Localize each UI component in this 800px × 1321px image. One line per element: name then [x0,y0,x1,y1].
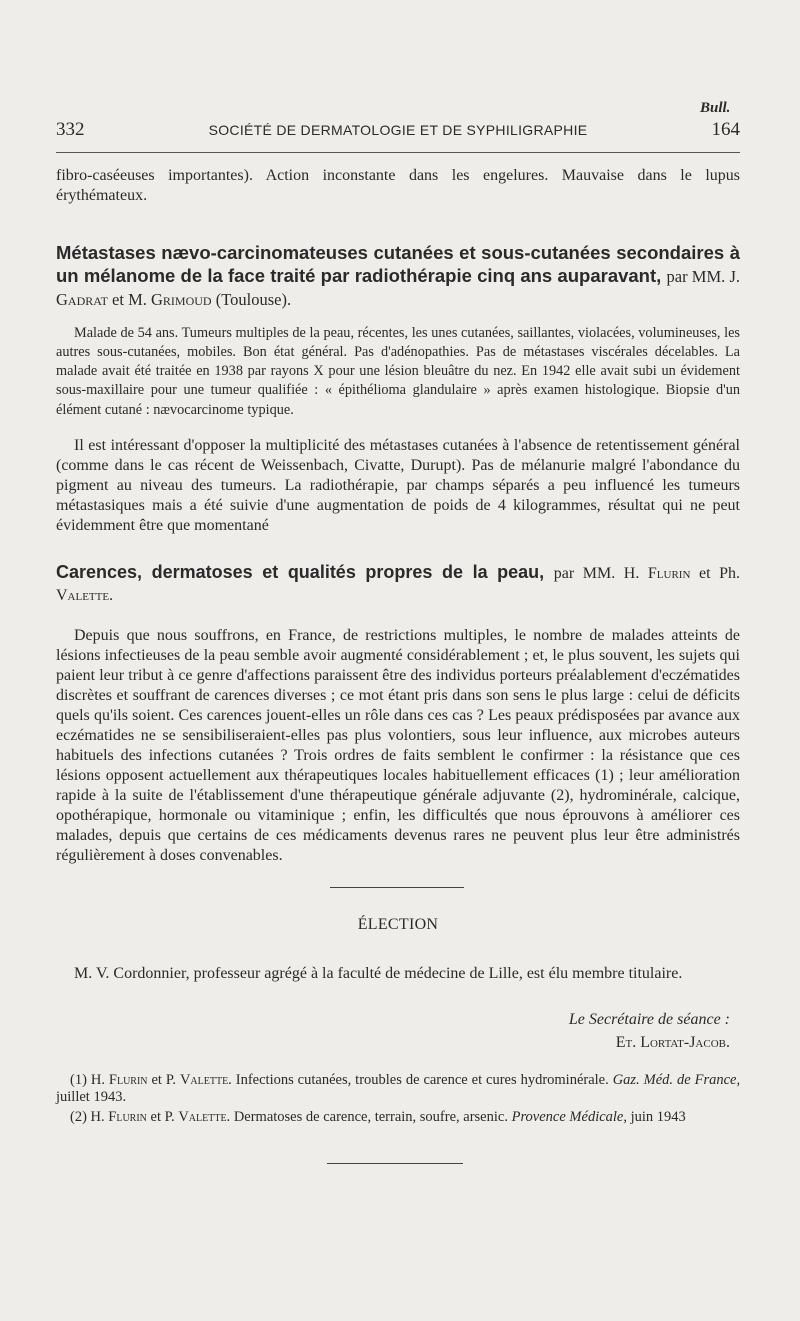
article1-author2: Grimoud [151,290,212,309]
footnotes [56,1072,740,1129]
footnote-1-author1: Flurin [108,1072,148,1088]
footnote-2 [56,1109,740,1126]
article1-paragraph-2: Il est intéressant d'opposer la multiplicité des métastases cutanées à l'absence de retentissement général (comme dans le cas récent de Weissenbach, Civatte, Durupt). Pas de mélanurie malgré l'abondance du pigment au niveau des tumeurs. La radiothérapie, par champs séparés a peu influencé les tumeurs métastasiques mais a été suivie d'une augmentation de poids de 4 kilogrammes, résultat qui ne peut évidemment être que momentané [56,436,740,534]
footnote-2-mark: (2) H. [70,1109,105,1125]
signature-name: Et. Lortat-Jacob. [615,1034,730,1051]
journal-abbreviation: Bull. [700,100,731,116]
page-number-right: 164 [711,119,740,140]
article1-location: (Toulouse). [215,290,292,309]
running-header [56,119,740,141]
election-heading: ÉLECTION [357,916,439,933]
article2-author1: Flurin [647,564,691,582]
article1-title: Métastases nævo-carcinomateuses cutanées et sous-cutanées secondaires à un mélanome de la face traité par radiothérapie cinq ans auparavant, [56,242,740,286]
signature-role: Le Secrétaire de séance : [568,1011,730,1028]
footnote-2-author2: Valette. [178,1109,231,1125]
article1-paragraph-1: Malade de 54 ans. Tumeurs multiples de la peau, récentes, les unes cutanées, saillantes, violacées, volumineuses, les autres sous-cutanées, mobiles. Bon état général. Pas d'adénopathies. Pas de métastases viscérales décelables. La malade avait été traitée en 1938 par rayons X pour une lésion bleuâtre du nez. En 1942 elle avait subi un évidement sous-maxillaire pour une tumeur qualifiée : « épithélioma glandulaire » après examen histologique. Biopsie d'un élément cutané : nævocarcinome typique. [56,324,740,418]
article2-heading [56,562,740,606]
footnote-1 [56,1072,740,1106]
main-text [56,166,740,866]
footnote-2-author1: Flurin [108,1109,147,1125]
article1-authors-pre: par MM. J. [666,266,740,286]
article1-heading [56,242,740,312]
footnote-1-and: et P. [151,1072,176,1088]
running-title: SOCIÉTÉ DE DERMATOLOGIE ET DE SYPHILIGRAPHIE [208,122,588,138]
signature-block [430,1008,730,1054]
footnote-1-mark: (1) H. [70,1072,105,1088]
article2-author2: Valette. [56,586,114,604]
header-rule [56,152,740,153]
footnote-1-date: juillet 1943. [56,1089,127,1105]
footnote-2-journal: Provence Médicale, [511,1109,627,1125]
article2-paragraph-1: Depuis que nous souffrons, en France, de restrictions multiples, le nombre de malades atteints de lésions infectieuses de la peau semble avoir augmenté considérablement ; et, le plus souvent, les sujets qui paient leur tribut à ce genre d'affections paraissent être des individus porteurs préalablement d'eczématides discrètes et souffrant de carences diverses ; ce mot étant pris dans son sens le plus large : celui de déficits quels qu'ils soient. Ces carences jouent-elles un rôle dans ces cas ? Les peaux prédisposées par avance aux eczématides ne se sensibiliseraient-elles pas plus volontiers, sous leur influence, aux microbes auteurs habituels des infections cutanées ? Trois ordres de faits semblent le confirmer : la résistance que ces lésions opposent actuellement aux thérapeutiques locales habituellement efficaces (1) ; leur amélioration rapide à la suite de l'établissement d'une thérapeutique générale adjuvante (2), hydrominérale, calcique, opothérapique, hormonale ou vitaminique ; enfin, les difficultés que nous éprouvons à améliorer ces malades, depuis que certains de ces médicaments devenus rares ne peuvent plus leur être administrés régulièrement à doses convenables. [56,626,740,864]
footnote-1-author2: Valette. [179,1072,232,1088]
election-text: M. V. Cordonnier, professeur agrégé à la faculté de médecine de Lille, est élu membre titulaire. [74,965,683,982]
footnote-1-journal: Gaz. Méd. de France, [612,1072,741,1088]
footnote-1-text: Infections cutanées, troubles de carence et cures hydrominérale. [235,1072,609,1088]
footnote-2-date: juin 1943 [630,1109,686,1125]
section-divider [330,887,464,888]
intro-fragment: fibro-caséeuses importantes). Action inconstante dans les engelures. Mauvaise dans le lupus érythémateux. [56,167,740,204]
footnote-2-text: Dermatoses de carence, terrain, soufre, arsenic. [233,1109,508,1125]
article2-authors-mid: et Ph. [699,564,741,582]
article1-authors-mid: et M. [112,290,147,309]
article2-title: Carences, dermatoses et qualités propres de la peau, [56,561,545,582]
article2-authors-pre: par MM. H. [553,564,640,582]
page-number-left: 332 [56,119,85,140]
article1-author1: Gadrat [56,290,108,309]
end-rule [327,1163,463,1164]
footnote-2-and: et P. [150,1109,175,1125]
